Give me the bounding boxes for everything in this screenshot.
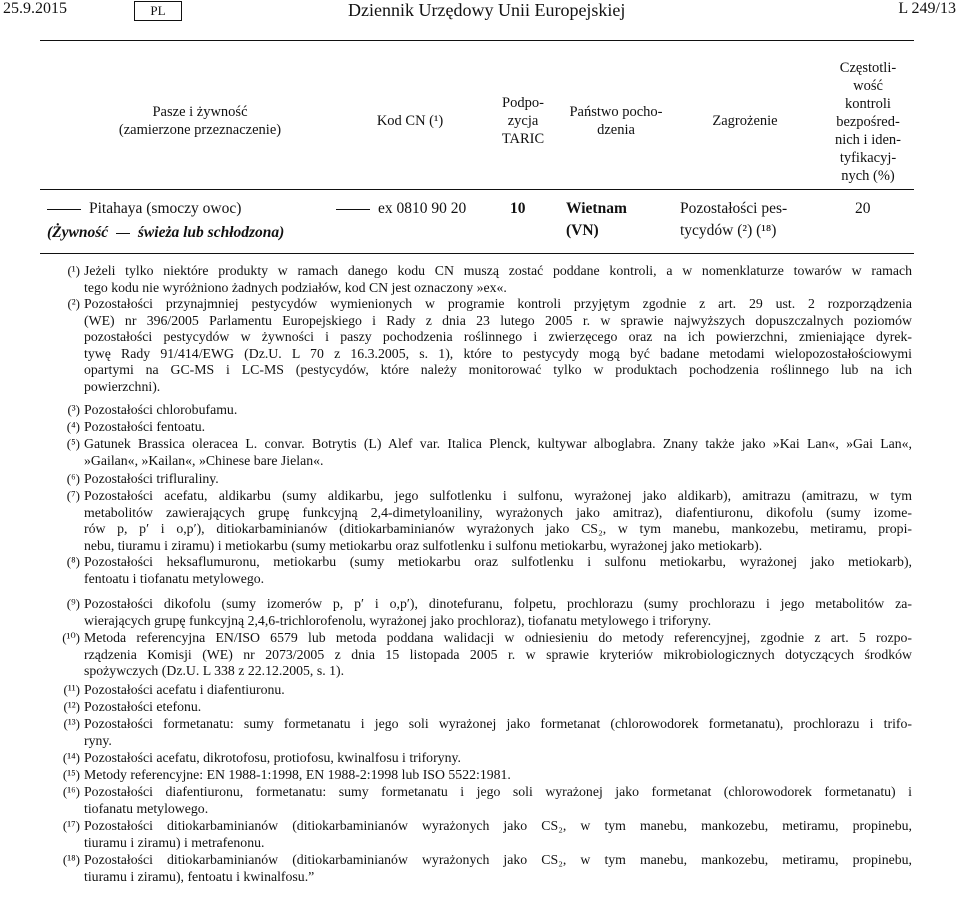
footnote-line: (WE) nr 396/2005 Parlamentu Europejskiego i Rady z dnia 23 lutego 2005 r. w sprawie najwyższych dopuszczalnych poziomów (84, 312, 912, 328)
footnote-line: nebu, tiuramu i ziramu) i metiokarbu (sumy metiokarbu oraz sulfotlenku i sulfonu metiokarbu, wyrażonej jako metiokarb). (84, 537, 763, 553)
food-name: Pitahaya (smoczy owoc) (89, 200, 242, 217)
footnote-line: Pozostałości trifluraliny. (84, 471, 219, 486)
footnote-line: Pozostałości diafentiuronu, formetanatu: sumy formetanatu i jego soli wyrażonej jako formetanat (chlorowodorek formetanatu) i (84, 784, 912, 799)
cell-food (47, 199, 327, 243)
footnote-line: Pozostałości przynajmniej pestycydów wymienionych w programie kontroli przyjętym zgodnie z art. 29 ust. 2 rozporządzenia (84, 296, 912, 311)
footnote-text (84, 471, 912, 488)
cn-code: ex 0810 90 20 (378, 200, 467, 217)
col-header-frequency-line7: nych (%) (841, 168, 895, 184)
col-header-food (90, 103, 310, 139)
footnote-text (84, 296, 912, 396)
footnote-line: metabolitów zawierających grupę funkcyjną 2,4-dimetyloaniliny, wyrażonych jako amitraz), diafentiuronu, dikofolu (sumy izome- (84, 504, 912, 520)
footnote-number: (¹³) (63, 716, 80, 731)
footnote-line: rów p, p′ i o,p′), ditiokarbaminianów (ditiokarbaminianów wyrażonych jako CS₂, w tym manebu, mankozebu, metiramu, propi- (84, 521, 912, 537)
footnote-number: (¹⁴) (62, 750, 80, 765)
footnote-text (84, 419, 912, 436)
footnote-text (84, 436, 912, 469)
footnote-line: rządzenia Komisji (WE) nr 2073/2005 z dnia 15 listopada 2005 r. w sprawie kryteriów mikrobiologicznych dotyczących środków (84, 646, 912, 662)
footnote-text (84, 818, 912, 851)
footnote-number: (⁴) (66, 419, 80, 434)
cell-country (566, 199, 627, 241)
cell-taric: 10 (510, 200, 526, 217)
col-header-food-line1: Pasze i żywność (152, 104, 248, 120)
footnote-text (84, 716, 912, 749)
footnote-line: Pozostałości acefatu i diafentiuronu. (84, 682, 285, 697)
footnote-line: opartymi na GC-MS i LC-MS (pestycydów, które należy monitorować tylko w produktach pochodzenia roślinnego lub na ich (84, 362, 912, 378)
food-name-line (47, 199, 327, 219)
col-header-country (556, 103, 676, 139)
cell-hazard (680, 199, 787, 241)
table-top-rule (40, 40, 914, 41)
footnote-line: »Gailan«, »Kailan«, »Chinese bare Jielan«. (84, 452, 324, 468)
col-header-country-line2: dzenia (597, 122, 635, 138)
col-header-frequency (818, 59, 918, 185)
em-dash-icon (47, 209, 81, 210)
cell-frequency: 20 (855, 200, 871, 217)
footnote-number: (⁸) (66, 554, 80, 569)
footnote-number: (¹⁰) (62, 630, 80, 645)
footnote-line: Pozostałości formetanatu: sumy formetanatu i jego soli wyrażonej jako formetanat (chlorowodorek formetanatu), prochlorazu i trifo- (84, 716, 912, 731)
country-name: Wietnam (566, 200, 627, 217)
footnote-line: tywę Rady 91/414/EWG (Dz.U. L 70 z 16.3.2005, s. 1), które to pestycydy mogą być badane metodami wielopozostałościowymi (84, 345, 912, 361)
footnote-line: Pozostałości ditiokarbaminianów (ditiokarbaminianów wyrażonych jako CS₂, w tym manebu, mankozebu, metiramu, propinebu, (84, 818, 912, 833)
col-header-frequency-line5: nich i iden- (834, 132, 902, 148)
footnote-text (84, 852, 912, 885)
footnote-line: ryny. (84, 732, 112, 748)
footnote-line: wierających grupę funkcyjną 2,4,6-trichlorofenolu, wyrażonej jako prochloraz), tiofanatu metylowego i triforyny. (84, 612, 712, 628)
col-header-taric-line1: Podpo- (502, 95, 544, 111)
footnote-number: (¹⁵) (62, 767, 80, 782)
footnote-line: Pozostałości etefonu. (84, 699, 202, 714)
language-box: PL (134, 1, 182, 21)
footnote-line: powierzchni). (84, 378, 161, 394)
footnote-text (84, 402, 912, 419)
footnote-line: Pozostałości chlorobufamu. (84, 402, 238, 417)
page-number: L 249/13 (898, 0, 956, 17)
footnote-line: Metoda referencyjna EN/ISO 6579 lub metoda poddana walidacji w odniesieniu do metody referencyjnej, zgodnie z art. 5 rozpo- (84, 630, 912, 645)
footnote-number: (¹) (67, 263, 80, 278)
footnote-text (84, 699, 912, 716)
col-header-food-line2: (zamierzone przeznaczenie) (118, 122, 282, 138)
header-date: 25.9.2015 (3, 0, 67, 17)
col-header-frequency-line1: Częstotli- (839, 60, 897, 76)
hazard-line1: Pozostałości pes- (680, 200, 788, 217)
footnote-number: (⁶) (66, 471, 80, 486)
col-header-taric-line2: zycja (507, 113, 539, 129)
food-use-line (47, 223, 327, 243)
footnote-number: (¹⁶) (62, 784, 80, 799)
footnote-line: Metody referencyjne: EN 1988-1:1998, EN 1988-2:1998 lub ISO 5522:1981. (84, 767, 511, 782)
col-header-country-line1: Państwo pocho- (569, 104, 663, 120)
running-header (0, 0, 960, 22)
footnote-text (84, 682, 912, 699)
food-use-a: (Żywność (47, 224, 109, 241)
footnote-line: spożywczych (Dz.U. L 338 z 22.12.2005, s. 1). (84, 663, 345, 679)
footnote-text (84, 630, 912, 680)
footnote-number: (⁵) (66, 436, 80, 451)
footnote-text (84, 554, 912, 587)
footnote-number: (⁷) (66, 488, 80, 503)
col-header-cn: Kod CN (¹) (376, 113, 444, 129)
footnote-number: (²) (67, 296, 80, 311)
cell-cn-code (336, 199, 496, 219)
col-header-frequency-line3: kontroli (845, 96, 891, 112)
country-code: (VN) (566, 222, 599, 239)
footnote-line: fentoatu i tiofanatu metylowego. (84, 570, 265, 586)
col-header-frequency-line4: bezpośred- (836, 114, 900, 130)
em-dash-icon (116, 233, 130, 234)
food-use-b: świeża lub schłodzona) (137, 224, 285, 241)
col-header-taric (490, 94, 556, 148)
footnote-line: pozostałości pestycydów w żywności i paszy pochodzenia roślinnego i zwierzęcego oraz na ich powierzchni, zmieniające dyrek- (84, 329, 912, 345)
journal-title: Dziennik Urzędowy Unii Europejskiej (348, 0, 626, 20)
footnote-line: Jeżeli tylko niektóre produkty w ramach danego kodu CN muszą zostać poddane kontroli, a w nomenklaturze towarów w ramach (84, 263, 912, 278)
table-bottom-rule (40, 253, 914, 254)
footnote-text (84, 596, 912, 629)
hazard-line2: tycydów (²) (¹⁸) (680, 222, 777, 239)
col-header-taric-line3: TARIC (501, 131, 545, 147)
col-header-frequency-line2: wość (853, 78, 883, 94)
em-dash-icon (336, 209, 370, 210)
footnote-text (84, 750, 912, 767)
footnote-line: Pozostałości heksaflumuronu, metiokarbu (sumy metiokarbu oraz sulfotlenku i sulfonu metiokarbu, wyrażonej jako metiokarb), (84, 554, 912, 569)
footnote-line: tiofanatu metylowego. (84, 800, 209, 816)
footnote-line: tego kodu nie wyróżniono żadnych podziałów, kod CN jest oznaczony »ex«. (84, 279, 507, 295)
footnote-text (84, 263, 912, 296)
footnote-number: (¹²) (63, 699, 80, 714)
footnote-text (84, 488, 912, 554)
footnote-line: tiuramu i ziramu) i metrafenonu. (84, 834, 265, 850)
footnote-text (84, 784, 912, 817)
table-header-rule (40, 189, 914, 190)
footnote-text (84, 767, 912, 784)
footnote-number: (¹¹) (63, 682, 80, 697)
footnote-line: Gatunek Brassica oleracea L. convar. Botrytis (L) Alef var. Italica Plenck, kultywar alboglabra. Znany także jako »Kai Lan«, »Gai Lan«, (84, 436, 912, 451)
col-header-frequency-line6: tyfikacyj- (839, 150, 897, 166)
footnote-line: Pozostałości acefatu, aldikarbu (sumy aldikarbu, jego sulfotlenku i sulfonu, wyrażonej jako aldikarb), amitrazu (amitrazu, w tym (84, 488, 912, 503)
footnote-line: Pozostałości acefatu, dikrotofosu, protiofosu, kwinalfosu i triforyny. (84, 750, 461, 765)
footnote-line: Pozostałości fentoatu. (84, 419, 206, 434)
footnote-number: (³) (67, 402, 80, 417)
footnote-number: (⁹) (66, 596, 80, 611)
footnote-number: (¹⁷) (62, 818, 80, 833)
col-header-hazard: Zagrożenie (712, 113, 778, 129)
footnote-line: Pozostałości ditiokarbaminianów (ditiokarbaminianów wyrażonych jako CS₂, w tym manebu, mankozebu, metiramu, propinebu, (84, 852, 912, 867)
footnote-number: (¹⁸) (62, 852, 80, 867)
footnote-line: tiuramu i ziramu), fentoatu i kwinalfosu.” (84, 868, 315, 884)
footnote-line: Pozostałości dikofolu (sumy izomerów p, p′ i o,p′), dinotefuranu, folpetu, prochlorazu (sumy prochlorazu i jego metabolitów za- (84, 596, 912, 611)
